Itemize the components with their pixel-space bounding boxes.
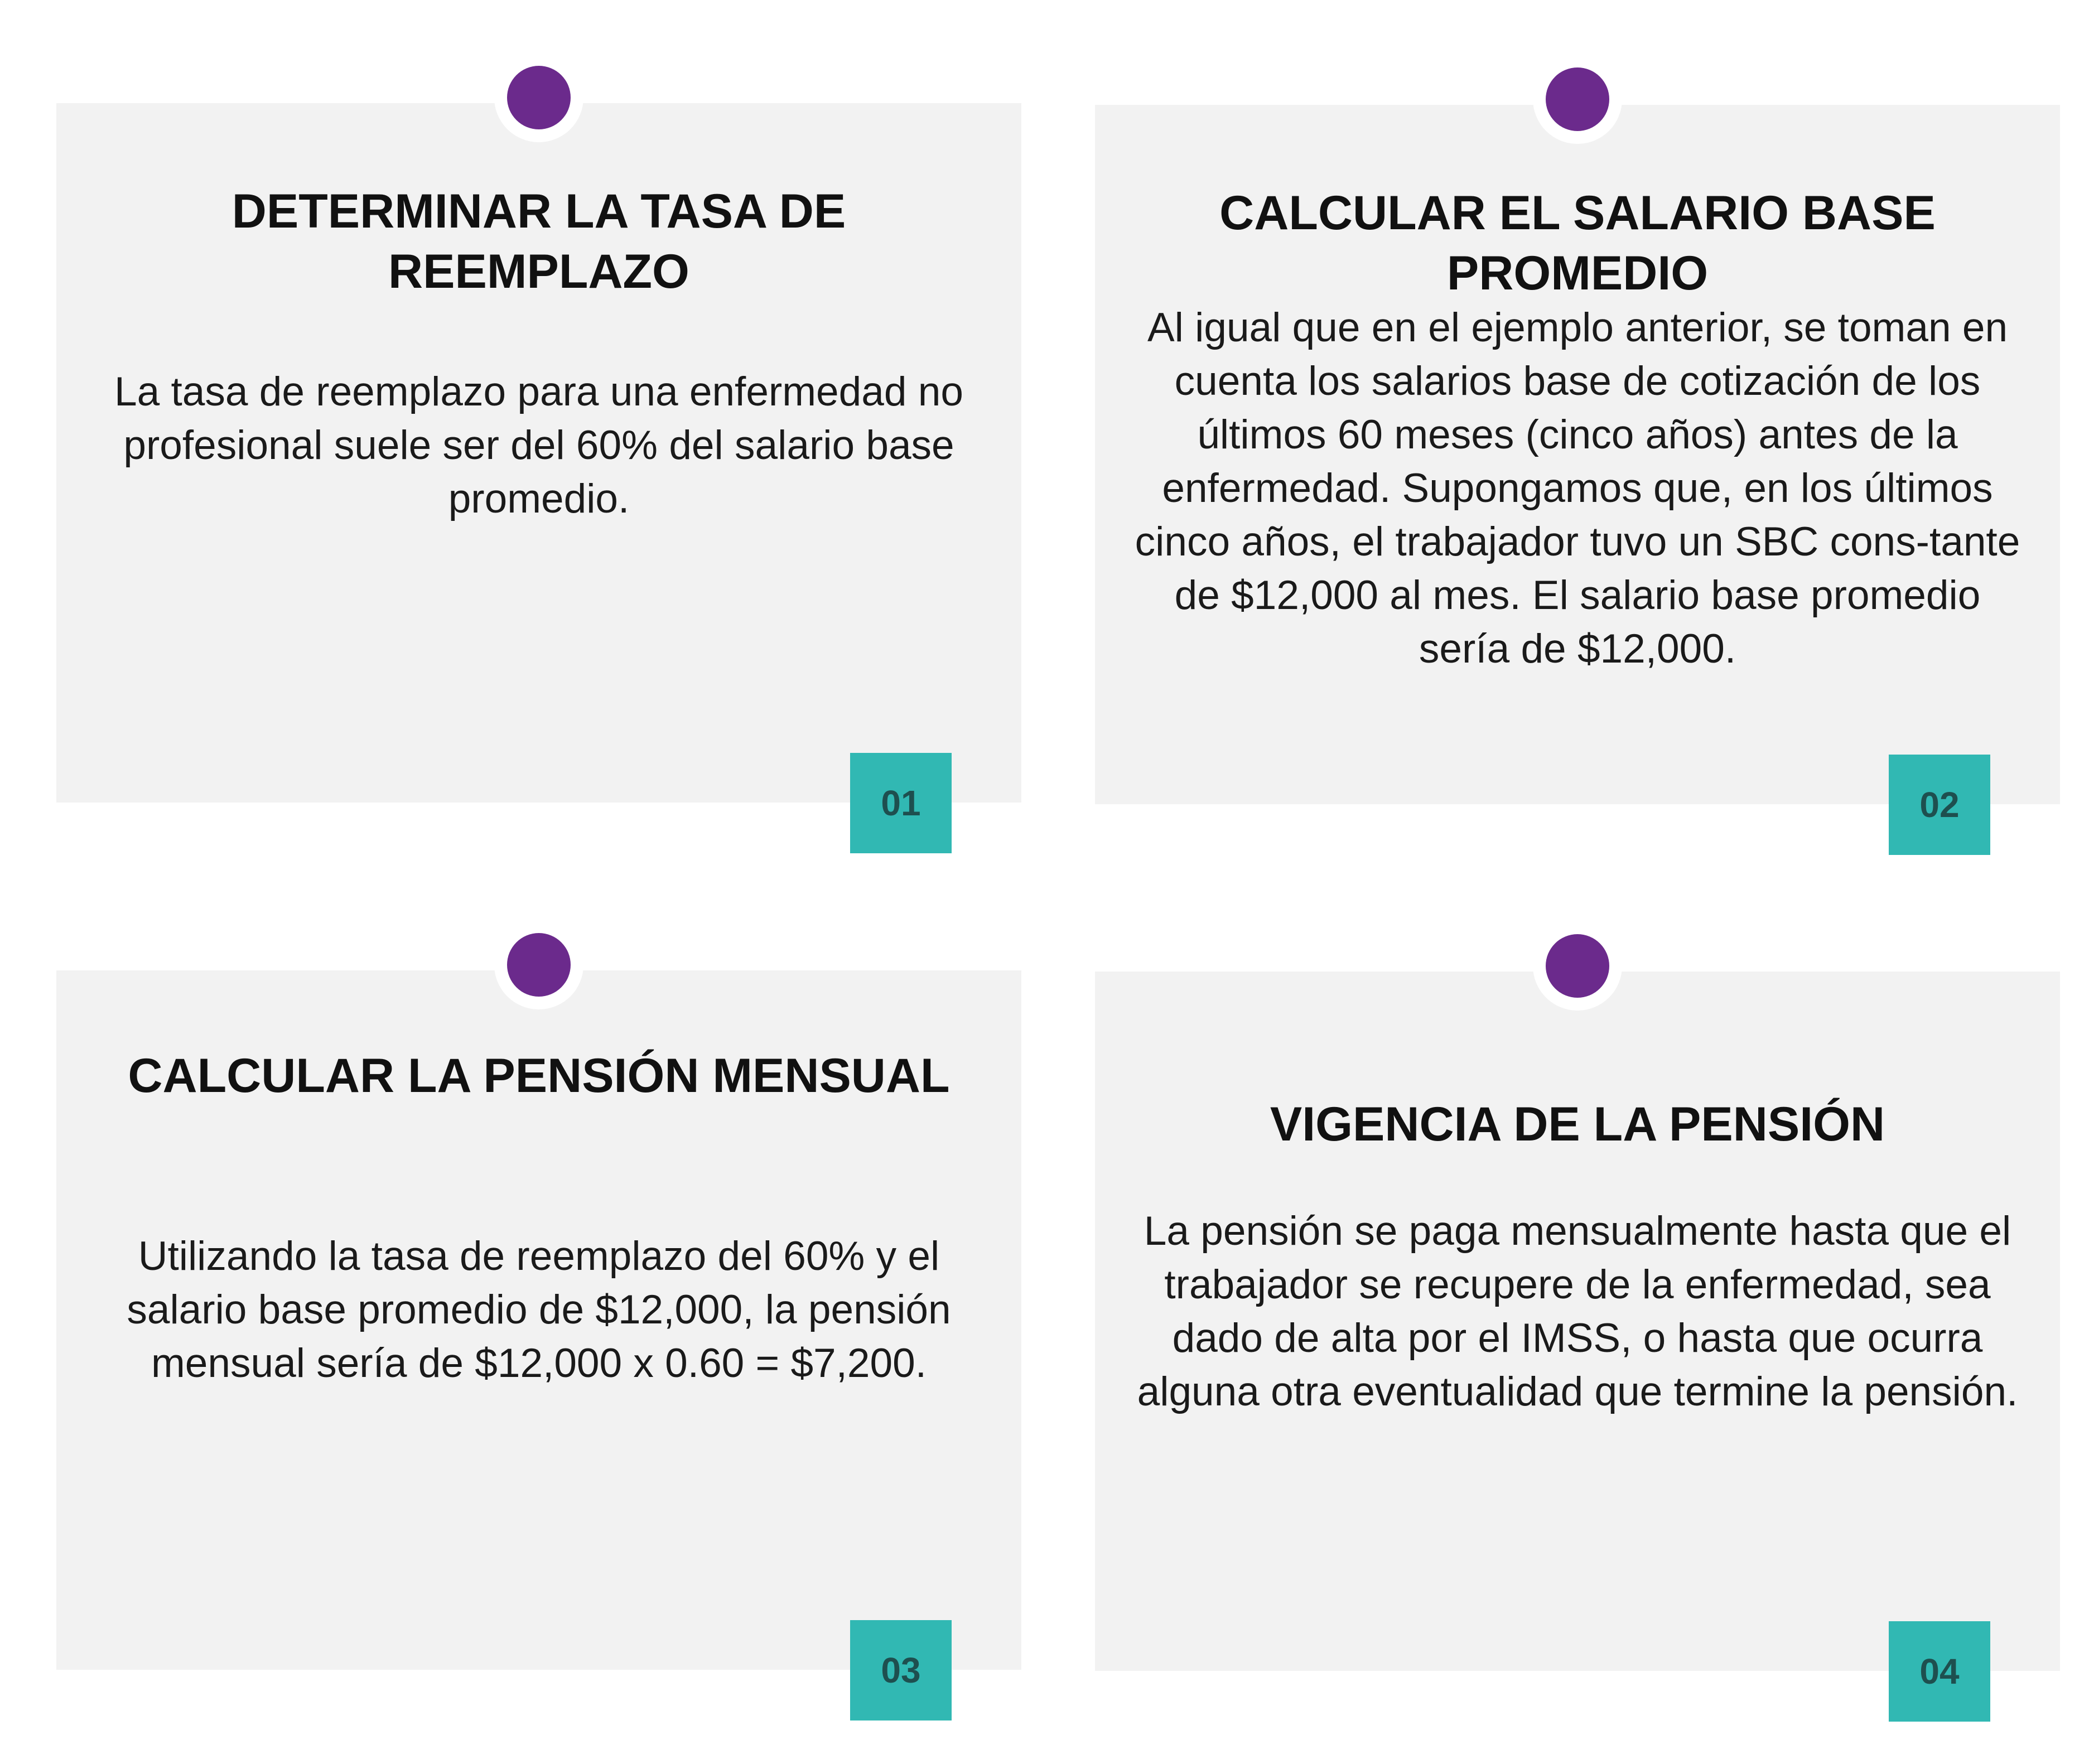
pin-dot-icon: [507, 933, 571, 997]
step-title: DETERMINAR LA TASA DE REEMPLAZO: [231, 185, 846, 298]
pin-dot-icon: [1546, 67, 1609, 131]
step-title: CALCULAR LA PENSIÓN MENSUAL: [128, 1049, 950, 1103]
step-card-04: [1095, 972, 2060, 1691]
step-description: La tasa de reemplazo para una enfermedad no profesional suele ser del 60% del salario base promedio.: [114, 369, 963, 521]
step-description: La pensión se paga mensualmente hasta que el trabajador se recupere de la enfermedad, sea dado de alta por el IMSS, o hasta que ocurra alguna otra eventualidad que termine la pensión.: [1137, 1209, 2018, 1414]
pin-dot-icon: [1546, 934, 1609, 998]
step-description: Utilizando la tasa de reemplazo del 60% y el salario base promedio de $12,000, la pensión mensual sería de $12,000 x 0.60 = $7,200.: [127, 1234, 951, 1386]
step-title: VIGENCIA DE LA PENSIÓN: [1270, 1098, 1885, 1151]
pin-dot-icon: [507, 66, 571, 129]
step-number-badge: 04: [1889, 1621, 1990, 1722]
step-number-badge: 01: [850, 753, 952, 853]
step-card-03: [56, 970, 1021, 1690]
pin-marker: [494, 920, 583, 1009]
step-description: Al igual que en el ejemplo anterior, se toman en cuenta los salarios base de cotización de los últimos 60 meses (cinco años) antes de la enfermedad. Supongamos que, en los últimos cinco años, el trabajador tuvo un SBC cons-tante de $12,000 al mes. El salario base promedio sería de $12,000.: [1135, 305, 2020, 671]
pin-marker: [1533, 921, 1622, 1011]
step-number-badge: 02: [1889, 755, 1990, 855]
step-card-02: [1095, 105, 2060, 825]
step-number-badge: 03: [850, 1620, 952, 1720]
pin-marker: [494, 53, 583, 142]
pin-marker: [1533, 55, 1622, 144]
step-card-01: [56, 103, 1021, 823]
step-title: CALCULAR EL SALARIO BASE PROMEDIO: [1219, 186, 1936, 300]
